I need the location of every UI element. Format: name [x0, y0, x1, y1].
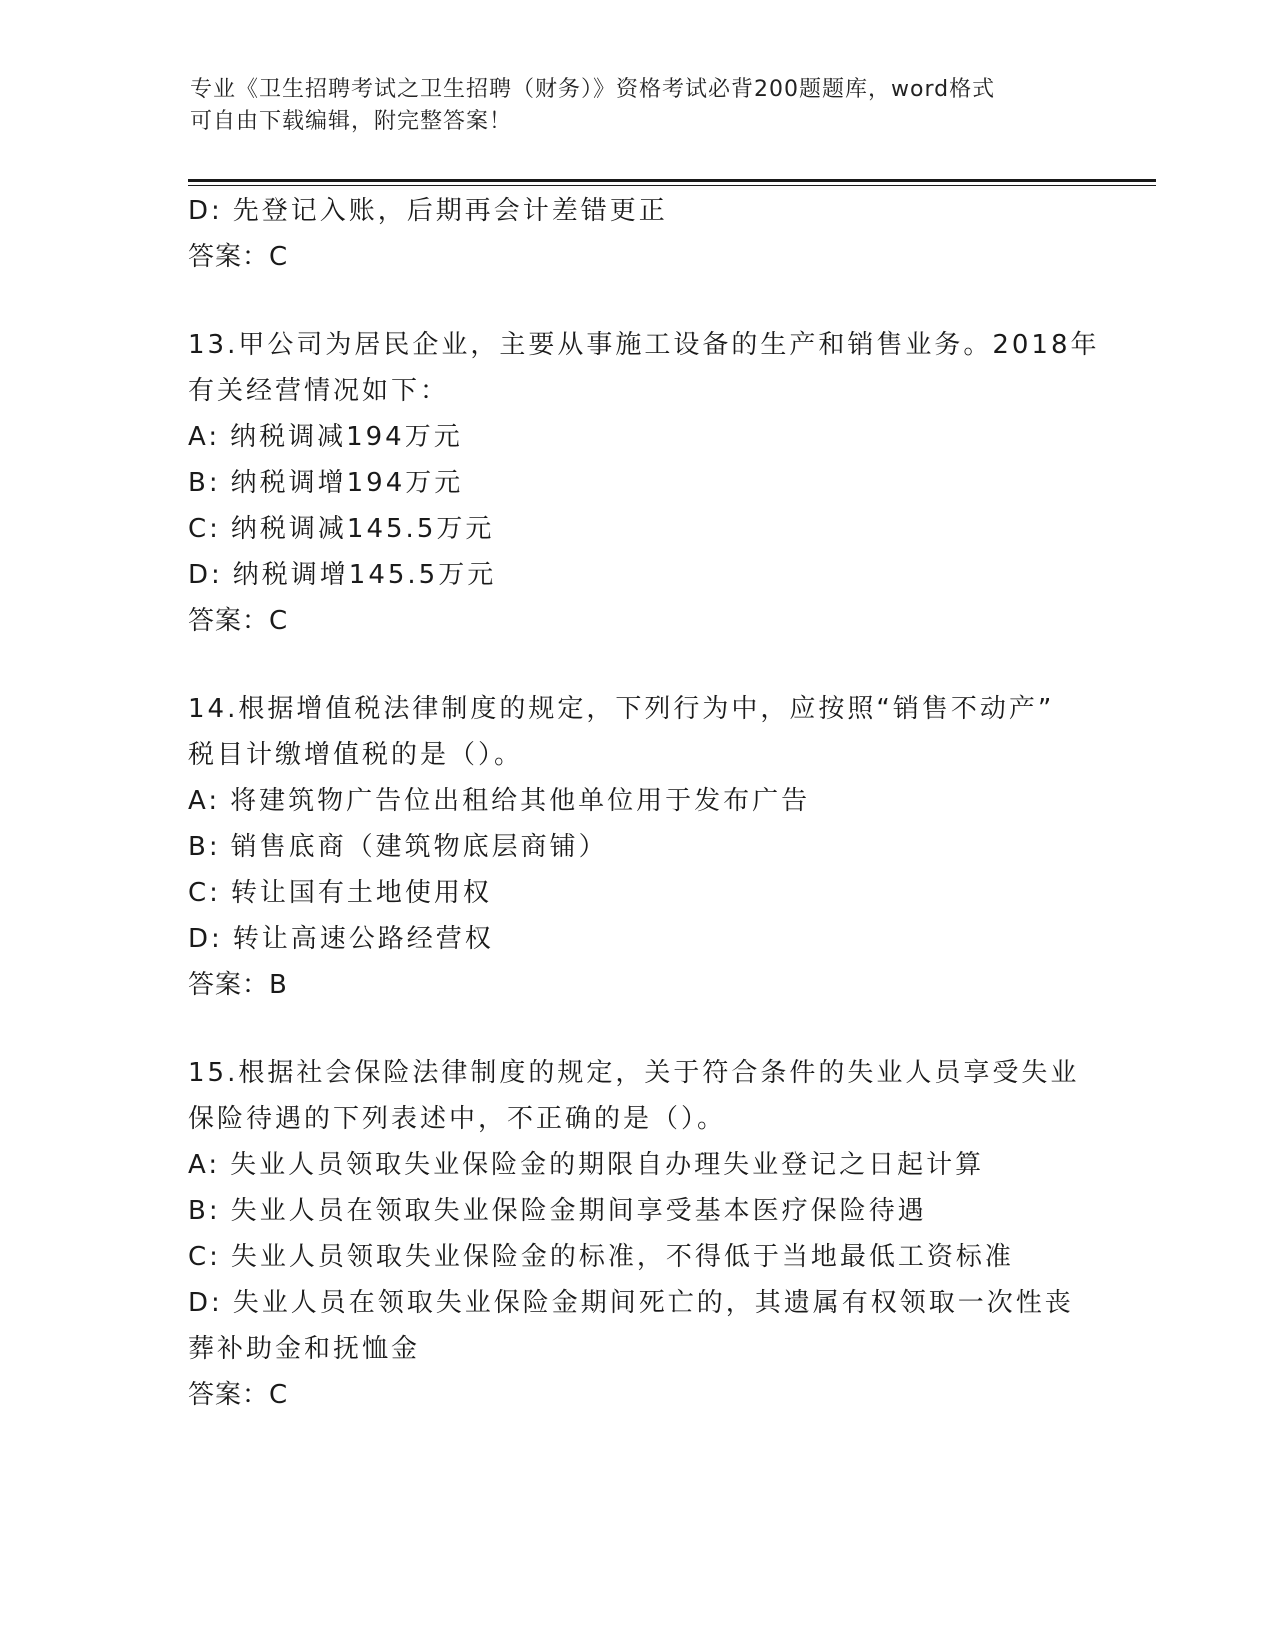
answer: 答案：C: [188, 606, 289, 636]
option-a: [188, 414, 1088, 460]
option-c: [188, 870, 1088, 916]
question-14: [188, 686, 1088, 1008]
option-text: 销售底商（建筑物底层商铺）: [230, 832, 608, 862]
answer: 答案：B: [188, 970, 288, 1000]
question-stem-line: 税目计缴增值税的是（）。: [188, 740, 524, 770]
spacer: [188, 1008, 1088, 1050]
option-prefix: A:: [188, 1150, 221, 1180]
question-stem-line: 13.甲公司为居民企业，主要从事施工设备的生产和销售业务。2018年: [188, 330, 1100, 360]
option-prefix: C:: [188, 878, 221, 908]
option-prefix: B:: [188, 832, 221, 862]
option-text: 将建筑物广告位出租给其他单位用于发布广告: [230, 786, 811, 816]
option-prefix: D:: [188, 1288, 223, 1318]
q12-answer: 答案：C: [188, 242, 289, 272]
document-header: [190, 74, 1080, 138]
option-a: [188, 1142, 1088, 1188]
option-text: 先登记入账，后期再会计差错更正: [232, 196, 668, 226]
option-prefix: B:: [188, 1196, 221, 1226]
question-15: [188, 1050, 1088, 1418]
header-line-2: 可自由下载编辑，附完整答案！: [190, 109, 513, 134]
header-rule-thin: [188, 185, 1156, 186]
option-text: 转让高速公路经营权: [232, 924, 494, 954]
option-prefix: C:: [188, 1242, 221, 1272]
option-prefix: D:: [188, 196, 223, 226]
option-prefix: B:: [188, 468, 221, 498]
option-b: [188, 460, 1088, 506]
option-text: 失业人员领取失业保险金的期限自办理失业登记之日起计算: [230, 1150, 985, 1180]
header-line-1: 专业《卫生招聘考试之卫生招聘（财务）》资格考试必背200题题库，word格式: [190, 77, 996, 102]
question-stem-line: 15.根据社会保险法律制度的规定，关于符合条件的失业人员享受失业: [188, 1058, 1080, 1088]
option-c: [188, 1234, 1088, 1280]
option-text: 纳税调减145.5万元: [230, 514, 495, 544]
option-prefix: D:: [188, 924, 223, 954]
option-a: [188, 778, 1088, 824]
question-stem-line: 有关经营情况如下：: [188, 376, 450, 406]
question-stem-line: 保险待遇的下列表述中，不正确的是（）。: [188, 1104, 727, 1134]
option-prefix: C:: [188, 514, 221, 544]
option-text: 转让国有土地使用权: [230, 878, 492, 908]
question-13: [188, 322, 1100, 644]
option-d: [188, 1280, 1088, 1326]
option-prefix: A:: [188, 422, 221, 452]
option-prefix: A:: [188, 786, 221, 816]
option-d: [188, 552, 1088, 598]
option-b: [188, 824, 1088, 870]
option-d: [188, 916, 1088, 962]
option-text: 纳税调增145.5万元: [232, 560, 497, 590]
option-c: [188, 506, 1088, 552]
option-prefix: D:: [188, 560, 223, 590]
question-content: [188, 188, 1100, 1418]
option-text: 失业人员在领取失业保险金期间死亡的，其遗属有权领取一次性丧: [232, 1288, 1074, 1318]
option-b: [188, 1188, 1088, 1234]
q12-option-d: [188, 188, 1088, 234]
option-text: 失业人员在领取失业保险金期间享受基本医疗保险待遇: [230, 1196, 927, 1226]
option-text: 失业人员领取失业保险金的标准，不得低于当地最低工资标准: [230, 1242, 1014, 1272]
header-rule-thick: [188, 179, 1156, 182]
question-stem-line: 14.根据增值税法律制度的规定，下列行为中，应按照“销售不动产”: [188, 694, 1055, 724]
option-text: 葬补助金和抚恤金: [188, 1334, 421, 1364]
option-text: 纳税调增194万元: [230, 468, 464, 498]
spacer: [188, 644, 1088, 686]
option-d-continuation: [188, 1326, 1088, 1372]
spacer: [188, 280, 1088, 322]
option-text: 纳税调减194万元: [230, 422, 463, 452]
answer: 答案：C: [188, 1380, 289, 1410]
